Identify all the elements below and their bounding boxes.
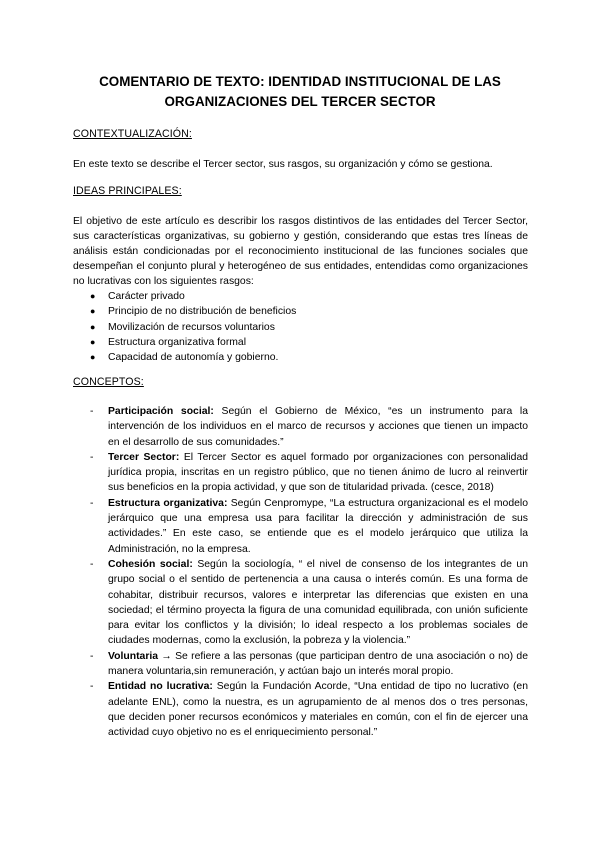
context-heading: CONTEXTUALIZACIÓN: <box>73 128 192 140</box>
ideas-text: El objetivo de este artículo es describir los rasgos distintivos de las entidades del Tercer Sector, sus características organizativas, su gobierno y gestión, considerando que estas tres líneas de análisis están condicionadas por el reconocimiento institucional de las funciones sociales que desempeñan el conjunto plural y heterogéneo de sus entidades, entendidas como organizaciones no lucrativas con los siguientes rasgos: <box>73 216 528 287</box>
concept-term: Entidad no lucrativa: <box>108 681 213 693</box>
concept-definition: → Se refiere a las personas (que participan dentro de una asociación o no) de manera voluntaria,sin remuneración, y actúan bajo un interés moral propio. <box>108 650 528 678</box>
dash-icon: - <box>90 451 94 463</box>
context-text: En este texto se describe el Tercer sector, sus rasgos, su organización y cómo se gestiona. <box>73 159 493 170</box>
dash-icon: - <box>90 497 94 509</box>
concept-term: Participación social: <box>108 406 214 417</box>
list-item: ● Capacidad de autonomía y gobierno. <box>73 350 296 365</box>
ideas-heading: IDEAS PRINCIPALES: <box>73 185 182 197</box>
concept-item <box>90 496 528 557</box>
bullet-icon: ● <box>90 336 96 347</box>
concept-definition: Según la Fundación Acorde, “Una entidad de tipo no lucrativo (en adelante ENL), como la nuestra, es un agrupamiento de al menos dos o tres personas, que deciden poner recursos económicos y materiales en común, con el fin de ejercer una actividad cuyo objetivo no es el enriquecimiento personal.” <box>108 681 528 739</box>
bullet-icon: ● <box>90 306 96 317</box>
concept-item <box>90 404 528 450</box>
concept-term: Cohesión social: <box>108 558 193 570</box>
concept-item <box>90 557 528 649</box>
list-item: ● Principio de no distribución de beneficios <box>73 304 296 319</box>
bullet-icon: ● <box>90 291 96 301</box>
bullet-icon: ● <box>90 321 96 332</box>
list-item: ● Movilización de recursos voluntarios <box>73 320 296 335</box>
concept-definition: Según el Gobierno de México, “es un instrumento para la intervención de los individuos en el marco de recursos y acciones que tienen un impacto en el desarrollo de sus comunidades.” <box>108 406 528 448</box>
concept-definition: Según la sociología, “ el nivel de consenso de los integrantes de un grupo social o el sentido de pertenencia a una causa o interés común. Es una forma de cohabitar, distribuir recursos, valores e interpretar las diferencias que existen en una sociedad; el término proyecta la figura de una comunidad equilibrada, con unión suficiente para evitar los conflictos y la división; lo ideal respecto a los problemas sociales de ciudades modernas, como la exclusión, la pobreza y la violencia.” <box>108 558 528 647</box>
concept-item <box>90 679 528 740</box>
concept-term: Estructura organizativa: <box>108 497 228 509</box>
concept-definition: Según Cenpromype, “La estructura organizacional es el modelo jerárquico que una empresa usa para facilitar la dirección y administración de sus actividades.” En este caso, se entiende que es el modelo jerárquico que utiliza la Administración, no la empresa. <box>108 497 528 555</box>
ideas-bullet-list <box>73 289 296 365</box>
dash-icon: - <box>90 558 94 570</box>
concepts-heading: CONCEPTOS: <box>73 376 144 388</box>
list-item: ● Carácter privado <box>73 289 296 304</box>
concept-term: Tercer Sector: <box>108 451 180 463</box>
concept-term: Voluntaria <box>108 650 159 662</box>
document-title: COMENTARIO DE TEXTO: IDENTIDAD INSTITUCIONAL DE LAS ORGANIZACIONES DEL TERCER SECTOR <box>99 74 501 109</box>
dash-icon: - <box>90 406 94 417</box>
concept-item <box>90 649 528 680</box>
concept-definition: El Tercer Sector es aquel formado por organizaciones con personalidad jurídica propia, inscritas en un registro público, que no tienen ánimo de lucro al reinvertir sus beneficios en la propia actividad, y que son de titularidad privada. (cesce, 2018) <box>108 451 529 494</box>
bullet-icon: ● <box>90 352 96 363</box>
concepts-list <box>90 404 528 741</box>
dash-icon: - <box>90 650 94 662</box>
list-item: ● Estructura organizativa formal <box>73 335 296 350</box>
concept-item <box>90 450 528 496</box>
dash-icon: - <box>90 681 94 693</box>
